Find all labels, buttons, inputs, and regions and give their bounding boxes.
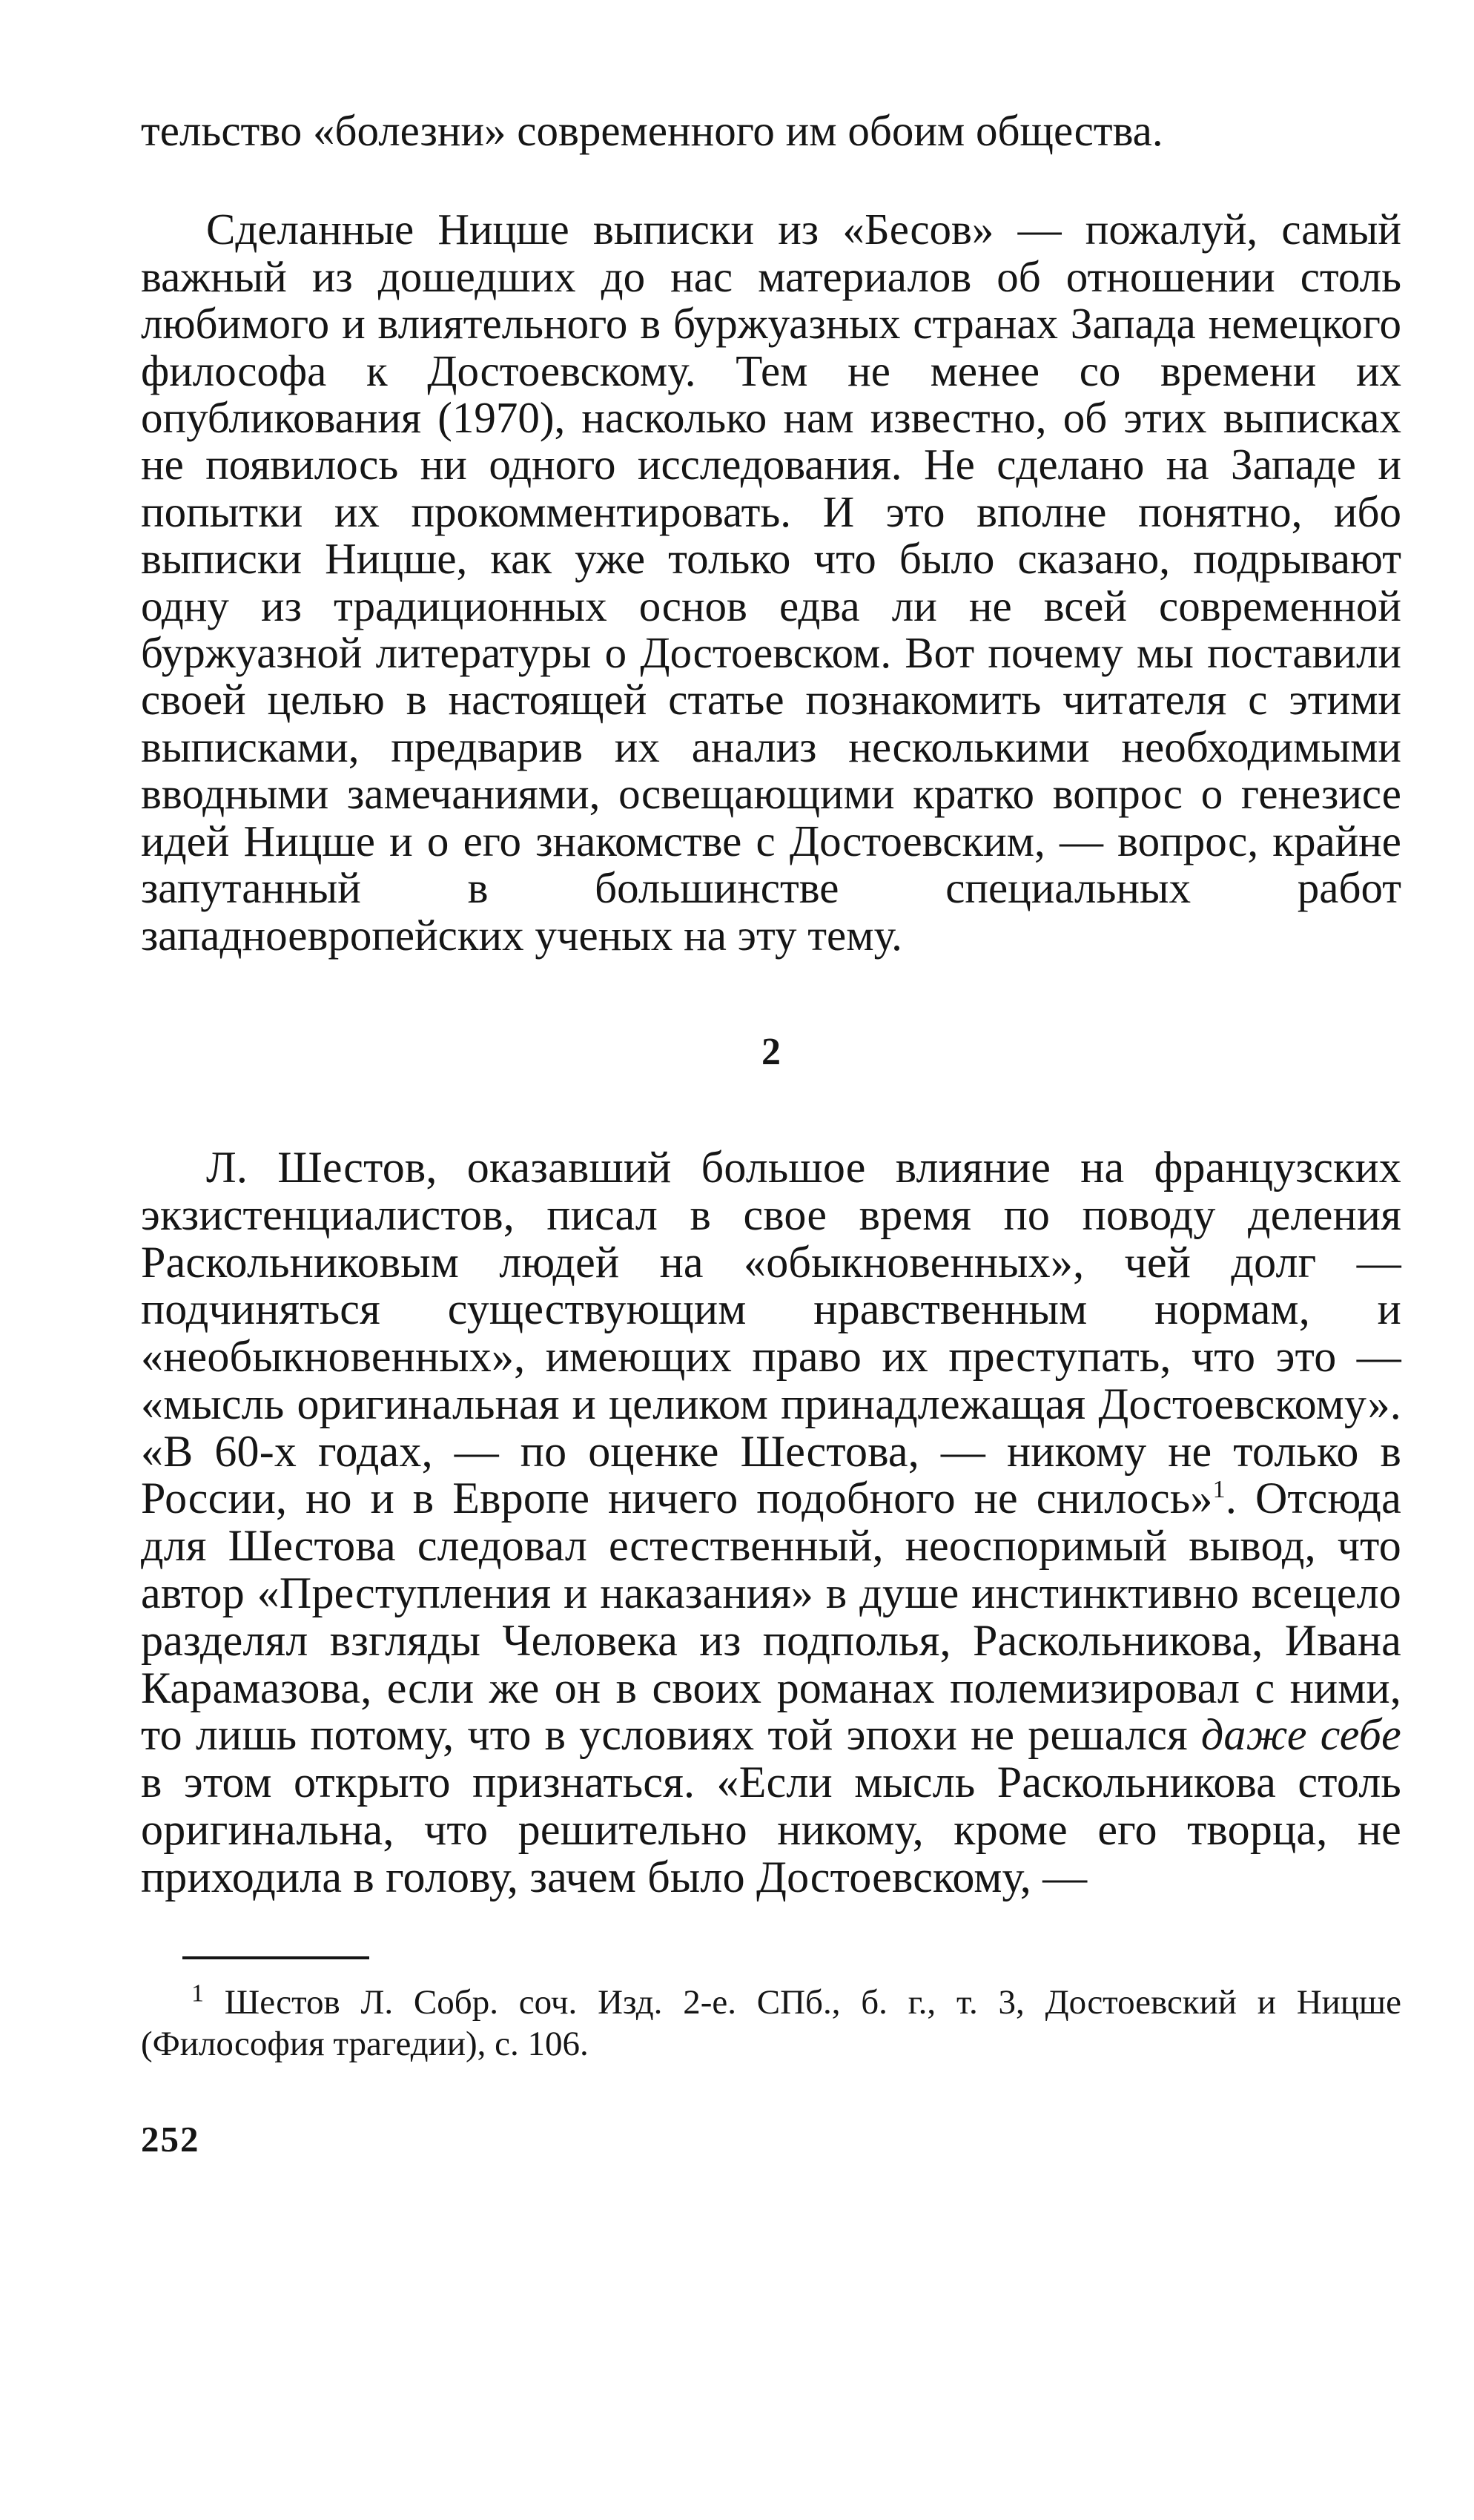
paragraph-shestov xyxy=(141,1144,1401,1901)
paragraph-shestov-part3: в этом открыто признаться. «Если мысль Раскольникова столь оригинальна, что решительно никому, кроме его творца, не приходила в голову, зачем было Достоевскому, — xyxy=(141,1758,1401,1901)
paragraph-shestov-italic: даже себе xyxy=(1200,1710,1401,1760)
footnote-mark: 1 xyxy=(191,1979,204,2007)
footnote xyxy=(141,1979,1401,2065)
page-number: 252 xyxy=(141,2118,200,2160)
footnote-text: Шестов Л. Собр. соч. Изд. 2-е. СПб., б. г., т. 3, Достоевский и Ницше (Философия трагедии), с. 106. xyxy=(141,1982,1401,2063)
paragraph-continuation: тельство «болезни» современного им обоим общества. xyxy=(141,106,1163,155)
paragraph-shestov-part2: . Отсюда для Шестова следовал естественный, неоспоримый вывод, что автор «Преступления и наказания» в душе инстинктивно всецело разделял взгляды Человека из подполья, Раскольникова, Ивана Карамазова, если же он в своих романах полемизировал с ними, то лишь потому, что в условиях той эпохи не решался xyxy=(141,1474,1401,1760)
book-page xyxy=(141,108,1401,2160)
footnote-divider xyxy=(182,1956,369,1959)
footnote-reference: 1 xyxy=(1212,1476,1226,1504)
paragraph-shestov-part1: Л. Шестов, оказавший большое влияние на французских экзистенциалистов, писал в свое время по поводу деления Раскольниковым людей на «обыкновенных», чей долг — подчиняться существующим нравственным нормам, и «необыкновенных», имеющих право их преступать, что это — «мысль оригинальная и целиком принадлежащая Достоевскому». «В 60-х годах, — по оценке Шестова, — никому не только в России, но и в Европе ничего подобного не снилось» xyxy=(141,1142,1401,1523)
section-number: 2 xyxy=(761,1030,781,1073)
paragraph-nietzsche-excerpts: Сделанные Ницше выписки из «Бесов» — пожалуй, самый важный из дошедших до нас материалов об отношении столь любимого и влиятельного в буржуазных странах Запада немецкого философа к Достоевскому. Тем не менее со времени их опубликования (1970), насколько нам известно, об этих выписках не появилось ни одного исследования. Не сделано на Западе и попытки их прокомментировать. И это вполне понятно, ибо выписки Ницше, как уже только что было сказано, подрывают одну из традиционных основ едва ли не всей современной буржуазной литературы о Достоевском. Вот почему мы поставили своей целью в настоящей статье познакомить читателя с этими выписками, предварив их анализ несколькими необходимыми вводными замечаниями, освещающими кратко вопрос о генезисе идей Ницше и о его знакомстве с Достоевским, — вопрос, крайне запутанный в большинстве специальных работ западноевропейских ученых на эту тему. xyxy=(141,205,1401,960)
